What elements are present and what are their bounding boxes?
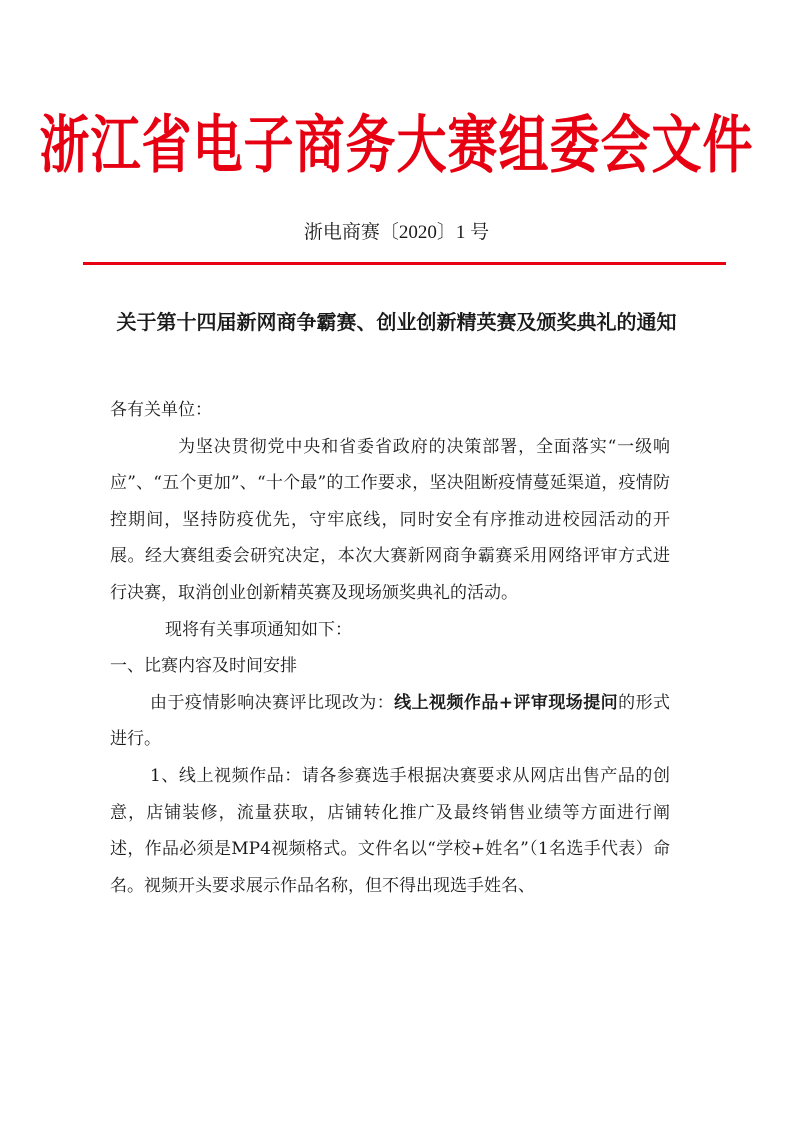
paragraph-1: 为坚决贯彻党中央和省委省政府的决策部署，全面落实“一级响应”、“五个更加”、“十个最”的工作要求，坚决阻断疫情蔓延渠道，疫情防控期间，坚持防疫优先，守牢底线，同时安全有序推动进校园活动的开展。经大赛组委会研究决定，本次大赛新网商争霸赛采用网络评审方式进行决赛，取消创业创新精英赛及现场颁奖典礼的活动。: [110, 436, 670, 603]
paragraph-3: [110, 685, 670, 758]
notice-body: [110, 392, 670, 904]
paragraph-4: 1、线上视频作品：请各参赛选手根据决赛要求从网店出售产品的创意，店铺装修，流量获取，店铺转化推广及最终销售业绩等方面进行阐述，作品必须是MP4视频格式。文件名以“学校+姓名”（1名选手代表）命名。视频开头要求展示作品名称，但不得出现选手姓名、: [110, 765, 670, 896]
paragraph-3-suffix: 的形式进行。: [110, 692, 671, 750]
paragraph-2: 现将有关事项通知如下：: [165, 619, 352, 640]
red-divider-line: [83, 262, 726, 265]
section-1-heading: 一、比赛内容及时间安排: [110, 656, 297, 677]
paragraph-3-bold: 线上视频作品+评审现场提问: [394, 692, 619, 713]
notice-title: 关于第十四届新网商争霸赛、创业创新精英赛及颁奖典礼的通知: [116, 310, 677, 334]
org-masthead-title: 浙江省电子商务大赛组委会文件: [39, 107, 754, 182]
document-number: 浙电商赛〔2020〕1 号: [303, 222, 490, 243]
salutation: 各有关单位：: [110, 400, 212, 420]
paragraph-3-prefix: 由于疫情影响决赛评比现改为：: [150, 692, 395, 713]
